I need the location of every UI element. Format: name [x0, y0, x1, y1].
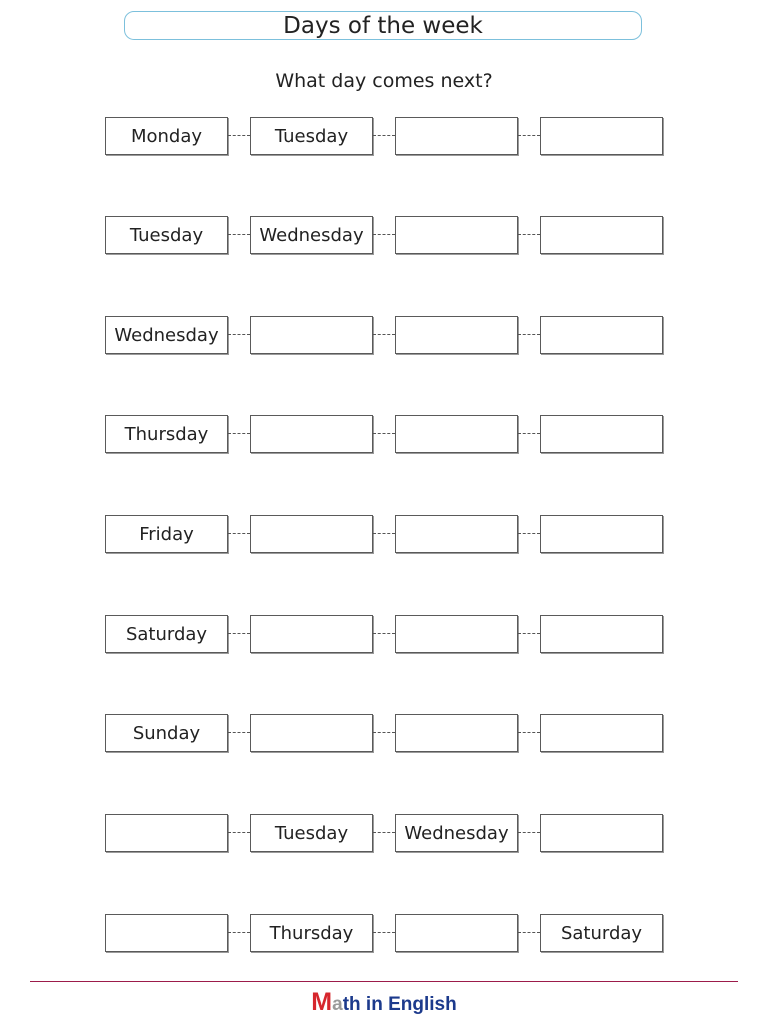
day-box[interactable]	[105, 914, 228, 952]
day-box[interactable]: Tuesday	[250, 117, 373, 155]
connector-dash	[373, 433, 395, 434]
connector-dash	[373, 932, 395, 933]
day-box[interactable]: Wednesday	[250, 216, 373, 254]
connector-dash	[228, 633, 250, 634]
footer-divider	[30, 981, 738, 982]
day-box[interactable]: Wednesday	[105, 316, 228, 354]
sequence-row	[105, 814, 663, 852]
connector-dash	[373, 533, 395, 534]
day-box[interactable]: Saturday	[105, 615, 228, 653]
sequence-row	[105, 415, 663, 453]
day-box[interactable]: Thursday	[105, 415, 228, 453]
connector-dash	[518, 732, 540, 733]
day-box[interactable]	[540, 316, 663, 354]
day-box[interactable]	[395, 316, 518, 354]
day-box[interactable]	[395, 515, 518, 553]
connector-dash	[373, 234, 395, 235]
connector-dash	[518, 334, 540, 335]
day-box[interactable]	[540, 515, 663, 553]
connector-dash	[228, 832, 250, 833]
day-box[interactable]	[105, 814, 228, 852]
connector-dash	[373, 633, 395, 634]
day-box[interactable]: Monday	[105, 117, 228, 155]
sequence-row	[105, 515, 663, 553]
connector-dash	[518, 234, 540, 235]
day-box[interactable]: Tuesday	[250, 814, 373, 852]
day-box[interactable]	[395, 117, 518, 155]
day-box[interactable]	[395, 714, 518, 752]
day-box[interactable]: Tuesday	[105, 216, 228, 254]
day-box[interactable]: Wednesday	[395, 814, 518, 852]
day-box[interactable]	[250, 714, 373, 752]
day-box[interactable]	[395, 914, 518, 952]
day-box[interactable]: Saturday	[540, 914, 663, 952]
worksheet-title: Days of the week	[124, 11, 642, 40]
connector-dash	[228, 433, 250, 434]
connector-dash	[518, 832, 540, 833]
connector-dash	[228, 732, 250, 733]
connector-dash	[373, 135, 395, 136]
connector-dash	[518, 533, 540, 534]
day-box[interactable]	[395, 415, 518, 453]
logo-text: th in English	[342, 994, 457, 1015]
day-box[interactable]	[395, 615, 518, 653]
day-box[interactable]: Sunday	[105, 714, 228, 752]
math-in-english-logo	[0, 988, 768, 1017]
logo-letter-m: M	[311, 988, 333, 1016]
connector-dash	[228, 932, 250, 933]
connector-dash	[373, 334, 395, 335]
connector-dash	[373, 732, 395, 733]
day-box[interactable]	[250, 515, 373, 553]
worksheet-instruction: What day comes next?	[275, 70, 493, 92]
sequence-row	[105, 117, 663, 155]
day-box[interactable]: Friday	[105, 515, 228, 553]
sequence-row	[105, 216, 663, 254]
connector-dash	[518, 433, 540, 434]
day-box[interactable]	[540, 714, 663, 752]
connector-dash	[373, 832, 395, 833]
day-box[interactable]	[540, 615, 663, 653]
day-box[interactable]	[540, 814, 663, 852]
logo-letter-a: a	[332, 994, 343, 1015]
sequence-row	[105, 714, 663, 752]
day-box[interactable]	[250, 415, 373, 453]
connector-dash	[518, 932, 540, 933]
day-box[interactable]	[540, 415, 663, 453]
day-box[interactable]	[250, 615, 373, 653]
day-box[interactable]	[395, 216, 518, 254]
day-box[interactable]	[540, 117, 663, 155]
connector-dash	[228, 334, 250, 335]
connector-dash	[518, 633, 540, 634]
day-box[interactable]: Thursday	[250, 914, 373, 952]
connector-dash	[228, 533, 250, 534]
day-box[interactable]	[250, 316, 373, 354]
connector-dash	[228, 234, 250, 235]
sequence-row	[105, 914, 663, 952]
sequence-row	[105, 615, 663, 653]
sequence-row	[105, 316, 663, 354]
connector-dash	[518, 135, 540, 136]
day-box[interactable]	[540, 216, 663, 254]
connector-dash	[228, 135, 250, 136]
